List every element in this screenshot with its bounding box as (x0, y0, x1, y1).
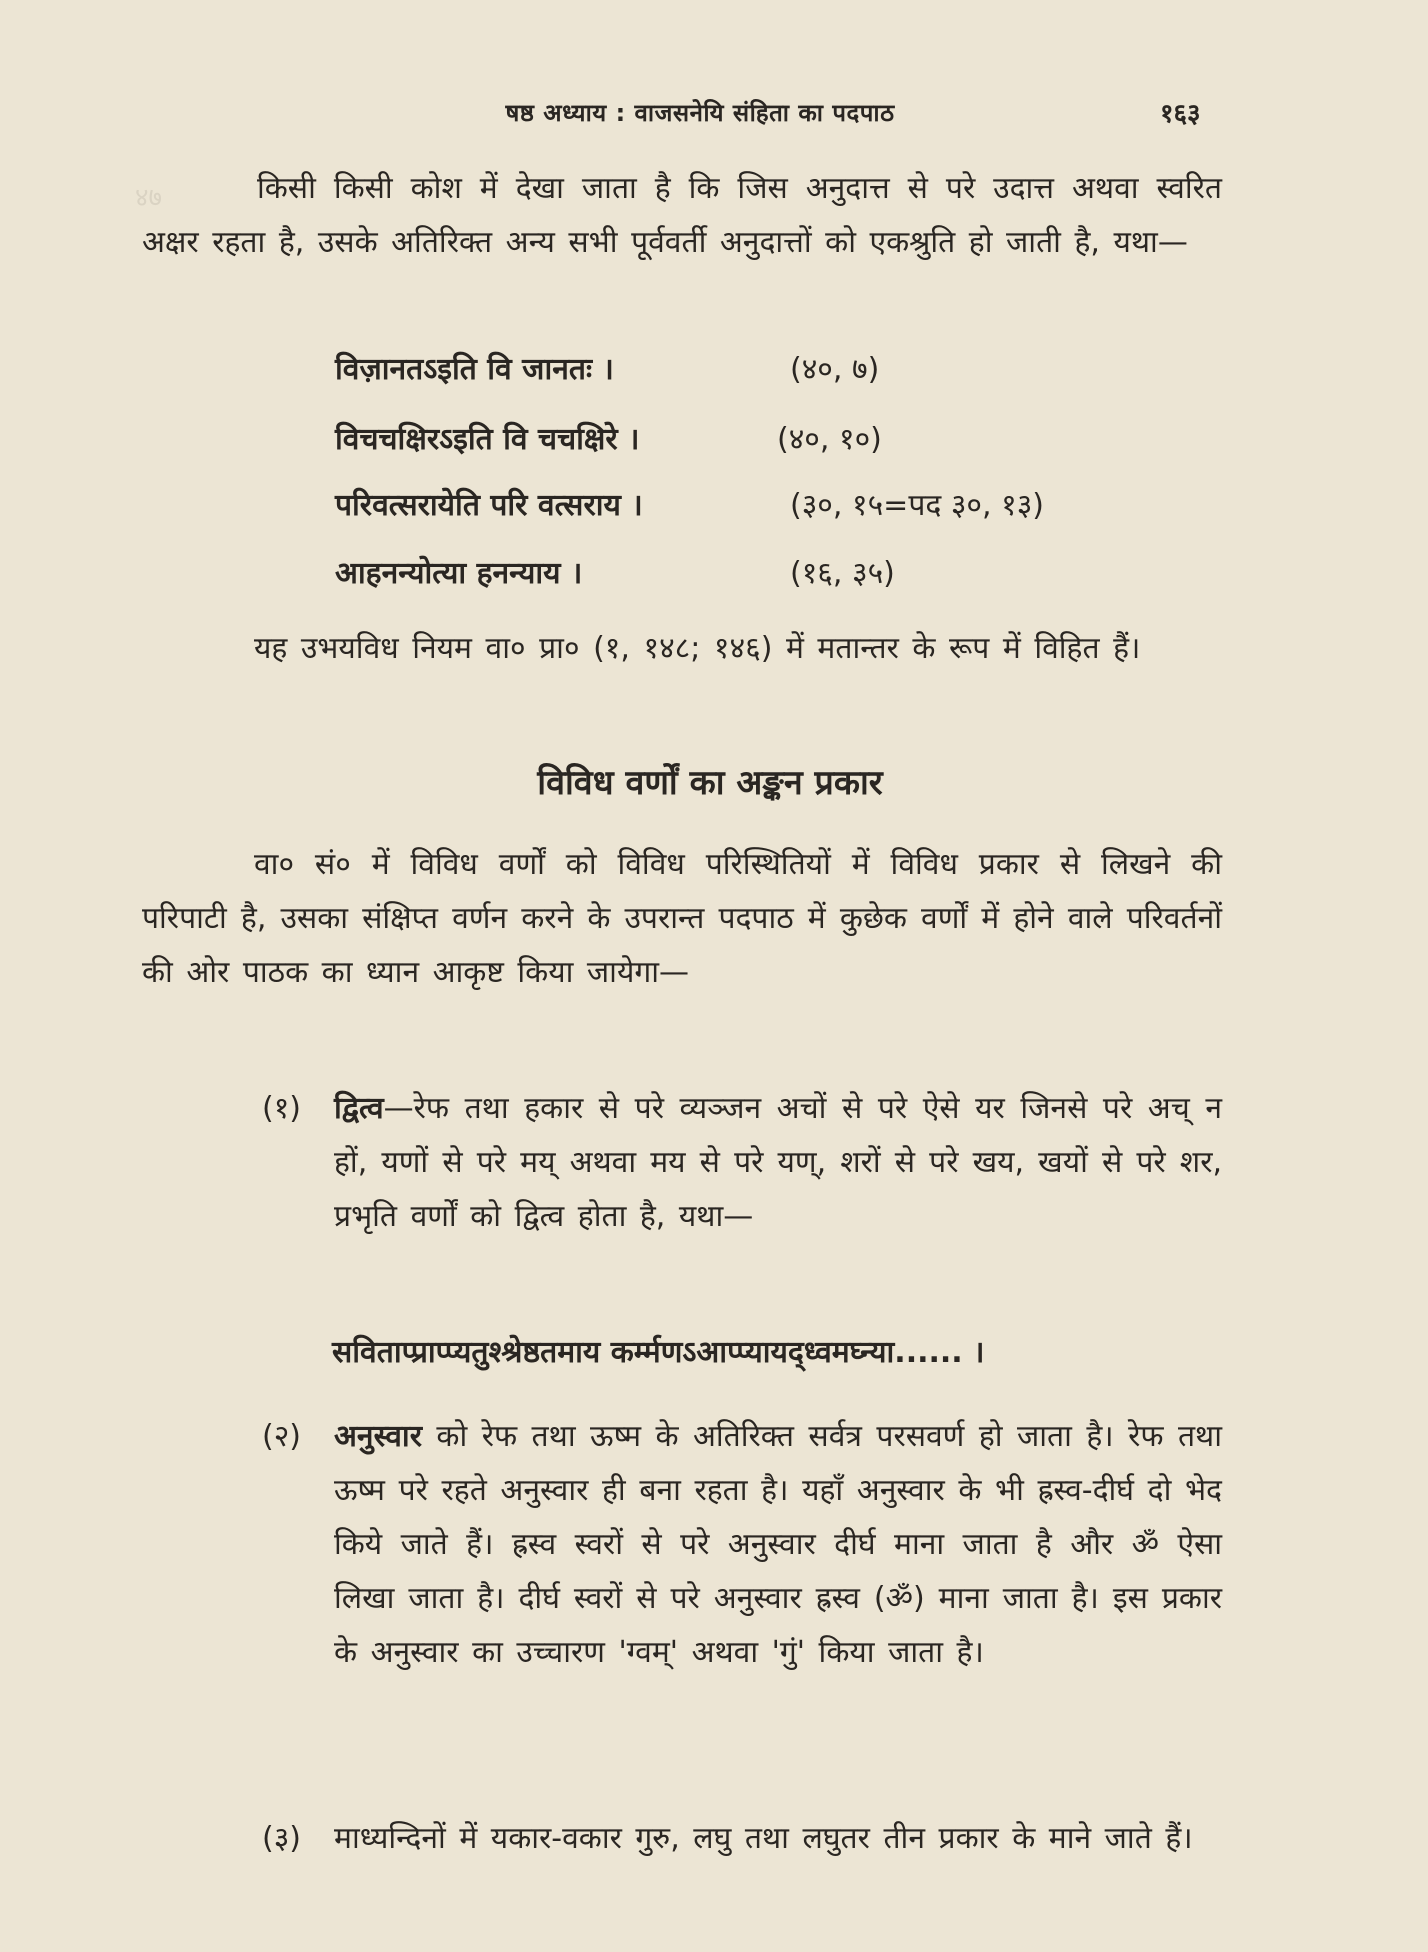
intro-paragraph: किसी किसी कोश में देखा जाता है कि जिस अनुदात्त से परे उदात्त अथवा स्वरित अक्षर रहता है, उसके अतिरिक्त अन्य सभी पूर्ववर्ती अनुदात्तों को एकश्रुति हो जाती है, यथा— (142, 171, 1222, 260)
rule-paragraph: यह उभयविध नियम वा० प्रा० (१, १४८; १४६) में मतान्तर के रूप में विहित हैं। (254, 631, 1141, 666)
item-body (334, 1410, 1222, 1680)
section-heading: विविध वर्णों का अङ्कन प्रकार (537, 763, 883, 803)
section-intro: वा० सं० में विविध वर्णों को विविध परिस्थितियों में विविध प्रकार से लिखने की परिपाटी है, उसका संक्षिप्त वर्णन करने के उपरान्त पदपाठ में कुछेक वर्णों में होने वाले परिवर्तनों की ओर पाठक का ध्यान आकृष्ट किया जायेगा— (142, 847, 1222, 990)
item-number: (१) (262, 1091, 302, 1126)
item-body (334, 1812, 1222, 1866)
example-line (335, 554, 1215, 594)
example-ref: (३०, १५=पद ३०, १३) (790, 488, 1044, 523)
item-term: अनुस्वार (334, 1419, 422, 1454)
page-number: १६३ (1160, 99, 1201, 129)
example-text: आहनन्याेत्या हनन्याय । (335, 556, 583, 591)
example-text: विचचक्षिरऽइति वि चचक्षिरे । (335, 422, 640, 457)
item-body (334, 1082, 1222, 1244)
example-ref: (१६, ३५) (790, 556, 895, 591)
example-ref: (४०, १०) (777, 422, 882, 457)
example-text: विज़ानतऽइति वि जानतः । (335, 352, 614, 387)
item-text: —रेफ तथा हकार से परे व्यञ्जन अचों से परे ऐसे यर जिनसे परे अच् न हों, यणों से परे मय् अथवा मय से परे यण्, शरों से परे खय, खयों से परे शर, प्रभृति वर्णों को द्वित्व होता है, यथा— (334, 1091, 1222, 1234)
item-number: (३) (262, 1821, 302, 1856)
item1-example: सविताप्प्राप्प्यतुश्श्रेष्ठतमाय कर्म्मणऽआप्प्यायद्ध्वमघ्न्या...... । (332, 1335, 985, 1370)
example-line (335, 350, 1215, 390)
example-text: परिवत्सरायेति परि वत्सराय । (335, 488, 643, 523)
bleed-through-mark: ४७ (135, 183, 163, 213)
example-ref: (४०, ७) (790, 352, 880, 387)
example-line (335, 486, 1215, 526)
item-text: को रेफ तथा ऊष्म के अतिरिक्त सर्वत्र परसवर्ण हो जाता है। रेफ तथा ऊष्म परे रहते अनुस्वार ही बना रहता है। यहाँ अनुस्वार के भी ह्रस्व-दीर्घ दो भेद किये जाते हैं। ह्रस्व स्वरों से परे अनुस्वार दीर्घ माना जाता है और ॐ ऐसा लिखा जाता है। दीर्घ स्वरों से परे अनुस्वार ह्रस्व (ॐ) माना जाता है। इस प्रकार के अनुस्वार का उच्चारण 'ग्वम्' अथवा 'गुं' किया जाता है। (334, 1419, 1222, 1670)
item-number: (२) (262, 1419, 302, 1454)
running-header: षष्ठ अध्याय : वाजसनेयि संहिता का पदपाठ (505, 99, 895, 127)
example-line (335, 420, 1215, 460)
item-term: द्वित्व (334, 1091, 384, 1126)
item-text: माध्यन्दिनों में यकार-वकार गुरु, लघु तथा लघुतर तीन प्रकार के माने जाते हैं। (334, 1821, 1193, 1856)
